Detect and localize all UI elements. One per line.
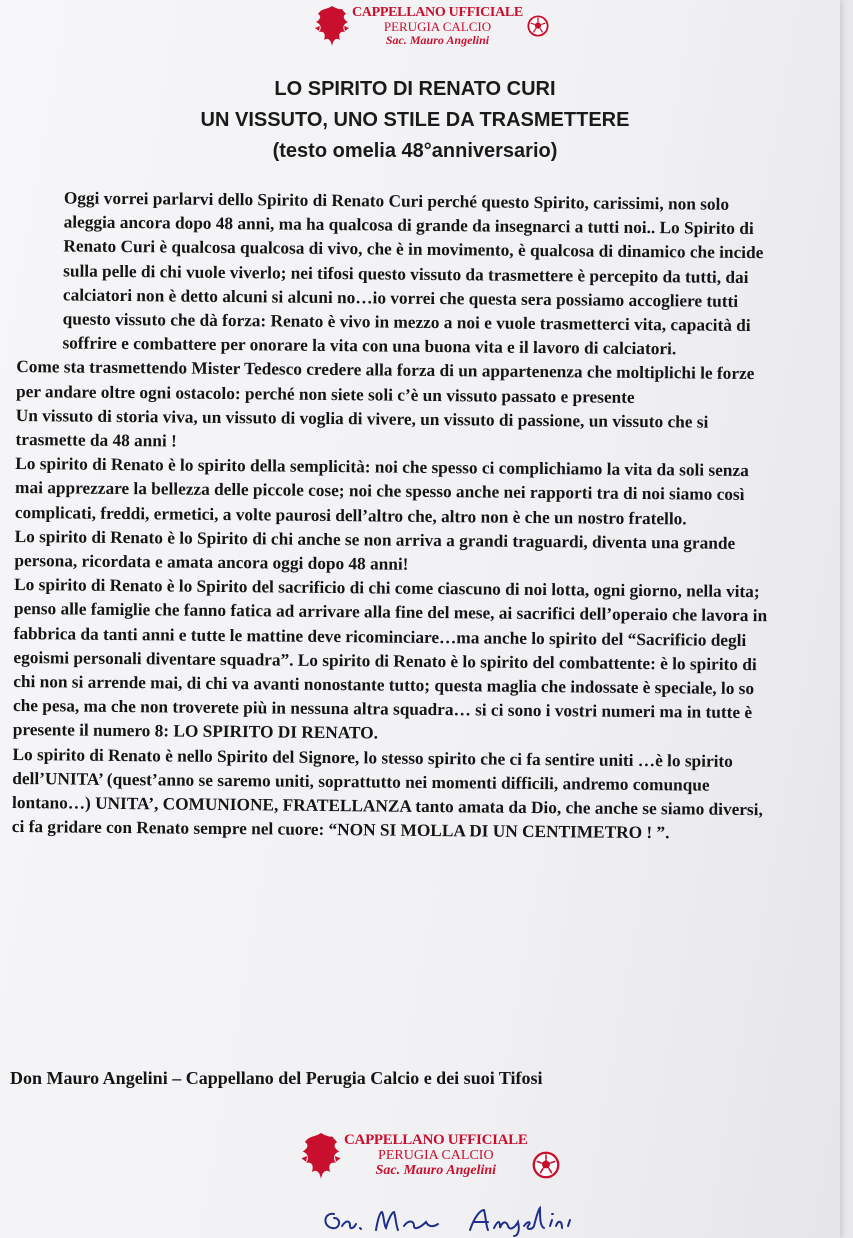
title-line-1: LO SPIRITO DI RENATO CURI <box>274 78 556 100</box>
griffin-emblem-icon <box>312 4 352 48</box>
stamp-line-1: CAPPELLANO UFFICIALE <box>344 1132 528 1149</box>
signoff: Don Mauro Angelini – Cappellano del Perugia Calcio e dei suoi Tifosi <box>10 1068 543 1088</box>
paragraph: Oggi vorrei parlarvi dello Spirito di Renato Curi perché questo Spirito, carissimi, non solo aleggia ancora dopo 48 anni, ma ha qualcosa di grande da insegnarci a tutti noi.. Lo Spirito di Renato Curi è qualcosa qualcosa di vivo, che è in movimento, è qualcosa di dinamico che incide sulla pelle di chi vuole viverlo; nei tifosi questo vissuto da trasmettere è percepito da tutti, dai calciatori non è detto alcuni si alcuni no…io vorrei che questa sera possiamo accogliere tutti questo vissuto che dà forza: Renato è vivo in mezzo a noi e vuole trasmetterci vita, capacità di soffrire e combattere per onorare la vita con una buona vita e il lavoro di calciatori. <box>62 188 764 359</box>
football-icon <box>527 15 549 37</box>
official-stamp-bottom <box>298 1128 560 1184</box>
paragraph: Lo spirito di Renato è lo Spirito del sacrificio di chi come ciascuno di noi lotta, ogni giorno, nella vita; penso alle famiglie che fanno fatica ad arrivare alla fine del mese, ai sacrifici dell’operaio che lavora in fabbrica da tanti anni e tutte le mattine deve ricominciare…ma anche lo spirito del “Sacrificio degli egoismi personali diventare squadra”. Lo spirito di Renato è lo spirito del combattente: è lo spirito di chi non si arrende mai, di chi va avanti nonostante tutto; questa maglia che indossate è speciale, lo so che pesa, ma che non troverete più in nessuna altra squadra… si ci sono i vostri numeri ma in tutte è presente il numero 8: LO SPIRITO DI RENATO. <box>12 575 768 743</box>
paragraph: Lo spirito di Renato è lo spirito della semplicità: noi che spesso ci complichiamo la vita da soli senza mai apprezzare la bellezza delle piccole cose; noi che spesso anche nei rapporti tra di noi siamo così complicati, freddi, ermetici, a volte paurosi dell’altro che, altro non è che un nostro fratello. <box>14 454 749 529</box>
paragraph: Lo spirito di Renato è lo Spirito di chi anche se non arriva a grandi traguardi, diventa una grande persona, ricordata e amata ancora oggi dopo 48 anni! <box>14 526 736 574</box>
stamp-line-3: Sac. Mauro Angelini <box>375 1162 497 1178</box>
document-title-block <box>120 74 710 167</box>
title-line-3: (testo omelia 48°anniversario) <box>272 140 558 162</box>
stamp-line-1: CAPPELLANO UFFICIALE <box>352 4 523 20</box>
football-icon <box>532 1151 560 1179</box>
handwritten-signature <box>320 1204 600 1238</box>
paragraph: Come sta trasmettendo Mister Tedesco credere alla forza di un appartenenza che moltiplichi le forze per andare oltre ogni ostacolo: perché non siete soli c’è un vissuto passato e presente <box>15 357 755 407</box>
homily-body <box>12 186 778 847</box>
official-stamp-top <box>312 4 549 48</box>
title-line-2: UN VISSUTO, UNO STILE DA TRASMETTERE <box>200 109 630 131</box>
paragraph: Lo spirito di Renato è nello Spirito del Signore, lo stesso spirito che ci fa sentire uniti …è lo spirito dell’UNITA’ (quest’anno se saremo uniti, soprattutto nei momenti difficili, andremo comunque lontano…) UNITA’, COMUNIONE, FRATELLANZA tanto amata da Dio, che anche se siamo diversi, ci fa gridare con Renato sempre nel cuore: “NON SI MOLLA DI UN CENTIMETRO ! ”. <box>11 744 763 843</box>
stamp-line-2: PERUGIA CALCIO <box>378 1148 494 1164</box>
stamp-line-2: PERUGIA CALCIO <box>383 19 492 35</box>
paragraph: Un vissuto di storia viva, un vissuto di voglia di vivere, un vissuto di passione, un vissuto che si trasmette da 48 anni ! <box>15 405 709 451</box>
stamp-line-3: Sac. Mauro Angelini <box>385 32 490 47</box>
griffin-emblem-icon <box>298 1128 344 1184</box>
